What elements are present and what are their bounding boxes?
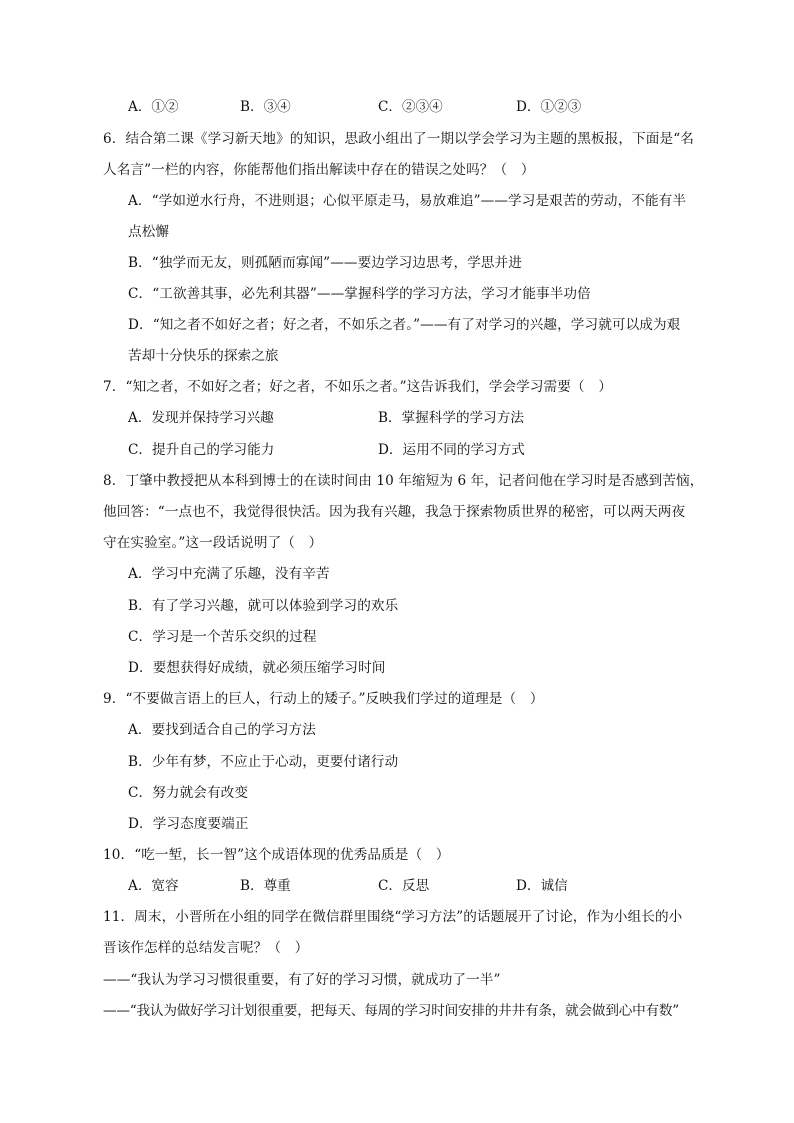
q8-option-b: B．有了学习兴趣，就可以体验到学习的欢乐 <box>128 598 399 614</box>
q7-option-c: C．提升自己的学习能力 <box>128 442 275 458</box>
q10-option-a: A．宽容 <box>128 878 179 894</box>
q11-quote-2: ——“我认为做好学习计划很重要，把每天、每周的学习时间安排的井井有条，就会做到心中有数” <box>103 1003 680 1019</box>
q6-option-a-line-2: 点松懈 <box>128 224 170 240</box>
q9-option-c: C．努力就会有改变 <box>128 785 249 801</box>
q11-quote-1: ——“我认为学习习惯很重要，有了好的学习习惯，就成功了一半” <box>103 972 501 988</box>
q6-stem-line-1: 6．结合第二课《学习新天地》的知识，思政小组出了一期以学会学习为主题的黑板报，下面是“名 <box>103 131 694 147</box>
q6-option-d-line-2: 苦却十分快乐的探索之旅 <box>128 348 279 364</box>
q6-stem-line-2: 人名言”一栏的内容，你能帮他们指出解读中存在的错误之处吗？（ ） <box>103 162 535 178</box>
q8-option-a: A．学习中充满了乐趣，没有辛苦 <box>128 566 330 582</box>
q8-stem-line-3: 守在实验室。”这一段话说明了（ ） <box>103 535 323 551</box>
q10-option-b: B．尊重 <box>240 878 291 894</box>
q10-option-d: D．诚信 <box>516 878 568 894</box>
q7-option-b: B．掌握科学的学习方法 <box>378 410 524 426</box>
q5-option-c: C．②③④ <box>378 99 443 115</box>
q7-option-a: A．发现并保持学习兴趣 <box>128 410 274 426</box>
q9-stem: 9．“不要做言语上的巨人，行动上的矮子。”反映我们学过的道理是（ ） <box>103 691 544 707</box>
q11-stem-line-2: 晋该作怎样的总结发言呢？（ ） <box>103 940 309 956</box>
q10-option-c: C．反思 <box>378 878 430 894</box>
q5-option-d: D．①②③ <box>516 99 582 115</box>
q5-option-b: B．③④ <box>240 99 291 115</box>
q9-option-b: B．少年有梦，不应止于心动，更要付诸行动 <box>128 754 399 770</box>
q8-stem-line-2: 他回答：“一点也不，我觉得很快活。因为我有兴趣，我急于探索物质世界的秘密，可以两天两夜 <box>103 504 686 520</box>
q7-stem: 7．“知之者，不如好之者；好之者，不如乐之者。”这告诉我们，学会学习需要（ ） <box>103 379 613 395</box>
q10-stem: 10．“吃一堑，长一智”这个成语体现的优秀品质是（ ） <box>103 847 450 863</box>
q8-option-c: C．学习是一个苦乐交织的过程 <box>128 629 317 645</box>
q8-stem-line-1: 8．丁肇中教授把从本科到博士的在读时间由 10 年缩短为 6 年，记者问他在学习时是否感到苦恼， <box>103 473 704 489</box>
q6-option-b: B．“独学而无友，则孤陋而寡闻”——要边学习边思考，学思并进 <box>128 255 522 271</box>
q5-option-a: A．①② <box>128 99 179 115</box>
q9-option-a: A．要找到适合自己的学习方法 <box>128 722 316 738</box>
q8-option-d: D．要想获得好成绩，就必须压缩学习时间 <box>128 660 386 676</box>
q6-option-c: C．“工欲善其事，必先利其器”——掌握科学的学习方法，学习才能事半功倍 <box>128 286 591 302</box>
q9-option-d: D．学习态度要端正 <box>128 816 249 832</box>
q6-option-a-line-1: A．“学如逆水行舟，不进则退；心似平原走马，易放难追”——学习是艰苦的劳动，不能有半 <box>128 193 687 209</box>
q6-option-d-line-1: D．“知之者不如好之者；好之者，不如乐之者。”——有了对学习的兴趣，学习就可以成为艰 <box>128 317 681 333</box>
q7-option-d: D．运用不同的学习方式 <box>378 442 525 458</box>
q11-stem-line-1: 11．周末，小晋所在小组的同学在微信群里围绕“学习方法”的话题展开了讨论，作为小组长的小 <box>103 909 683 925</box>
